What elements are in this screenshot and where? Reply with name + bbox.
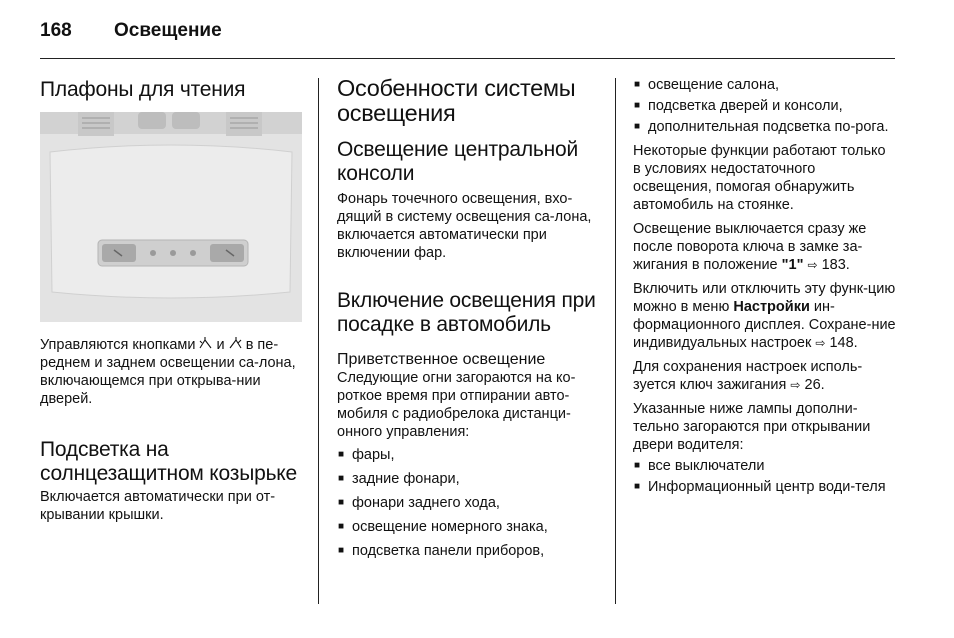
paragraph-settings [633,280,897,352]
list-item: ■ освещение номерного знака, [337,518,602,536]
page-header [40,20,222,42]
list-item: ■ Информационный центр води-теля [633,478,897,496]
column-1 [40,76,308,524]
welcome-lights-list-cont [633,76,897,136]
page-number: 168 [40,20,72,41]
reading-lamps-text-a: Управляются кнопками [40,337,196,353]
list-item: ■ дополнительная подсветка по-рога. [633,118,897,136]
list-item: ■ подсветка панели приборов, [337,542,602,560]
overhead-console-illustration [40,112,302,322]
reading-lamps-heading: Плафоны для чтения [40,78,246,101]
visor-lighting-text: Включается автоматически при от-крывании крышки. [40,489,276,523]
lighting-features-heading: Особенности системы освещения [337,75,576,126]
list-item: ■ все выключатели [633,457,897,475]
p3-ref[interactable]: 148. [829,335,858,351]
paragraph-ignition-key [633,358,897,394]
console-lighting-text: Фонарь точечного освещения, вхо-дящий в систему освещения са-лона, включается автоматически при включении фар. [337,191,592,261]
p3-a: Включить или отключить эту функ-цию можно в меню [633,281,896,315]
front-reading-lamp-icon [199,337,212,349]
welcome-lighting-intro: Следующие огни загораются на ко-роткое время при отпирании авто-мобиля с радиобрелока дистанци-онного управления: [337,370,576,440]
visor-lighting-heading: Подсветка на солнцезащитном козырьке [40,438,298,485]
reading-lamps-text [40,336,308,408]
page-reference-icon: ⇨ [815,336,826,350]
p3-bold: Настройки [733,299,810,315]
column-3 [633,76,897,496]
welcome-lighting-subheading: Приветственное освещение [337,351,546,368]
reading-lamps-text-b: и [216,337,225,353]
section-title: Освещение [114,20,222,41]
paragraph-ignition-off [633,220,897,274]
list-item: ■ подсветка дверей и консоли, [633,97,897,115]
column-2 [337,76,602,560]
welcome-lights-list [337,446,602,560]
rear-reading-lamp-icon [229,337,242,349]
reading-lamps-text-c: в пе-реднем и заднем освещении са-лона, включающемся при открыва-нии дверей. [40,337,296,407]
list-item: ■ фонари заднего хода, [337,494,602,512]
list-item: ■ фары, [337,446,602,464]
page-reference-icon: ⇨ [807,258,818,272]
paragraph-driver-door: Указанные ниже лампы дополни-тельно загораются при открывании двери водителя: [633,401,871,453]
p2-ref[interactable]: 183. [821,257,850,273]
driver-door-lights-list [633,457,897,496]
p2-bold: "1" [781,257,804,273]
list-item: ■ освещение салона, [633,76,897,94]
console-lighting-heading: Освещение центральной консоли [337,138,579,185]
column-divider-2 [615,78,616,604]
p4-text: Для сохранения настроек исполь-зуется ключ зажигания [633,359,863,393]
list-item: ■ задние фонари, [337,470,602,488]
page-reference-icon: ⇨ [790,378,801,392]
header-divider [40,58,895,59]
entry-lighting-heading: Включение освещения при посадке в автомобиль [337,289,596,336]
p4-ref[interactable]: 26. [804,377,825,393]
column-divider-1 [318,78,319,604]
paragraph-low-light: Некоторые функции работают только в условиях недостаточного освещения, помогая обнаружить автомобиль на стоянке. [633,143,886,213]
p2-text: Освещение выключается сразу же после поворота ключа в замке за-жигания в положение [633,221,867,273]
p3-b: ин-формационного дисплея. Сохране-ние индивидуальных настроек [633,299,896,351]
reading-lamps-photo [40,112,302,322]
